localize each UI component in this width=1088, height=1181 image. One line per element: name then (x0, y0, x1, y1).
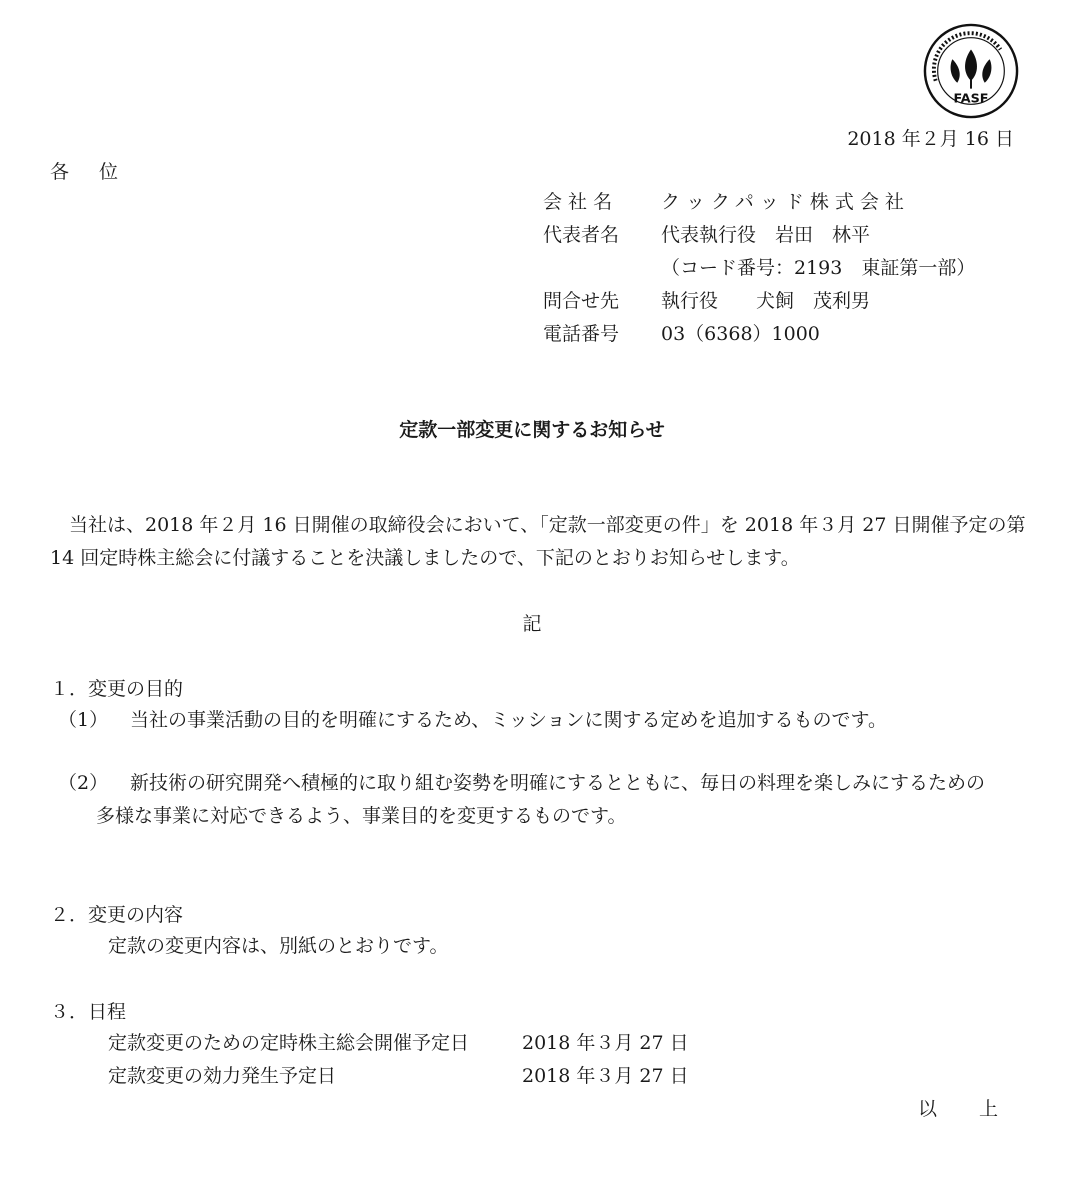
fasf-seal-logo (922, 22, 1020, 120)
document-title: 定款一部変更に関するお知らせ (399, 419, 665, 441)
representative-name: 代表執行役 岩田 林平 (661, 224, 871, 246)
item-number: （2） (58, 772, 109, 794)
company-name-label: 会 社 名 (543, 191, 613, 213)
section-2-body: 定款の変更内容は、別紙のとおりです。 (108, 935, 449, 957)
item-text-continuation: 多様な事業に対応できるよう、事業目的を変更するものです。 (96, 805, 627, 827)
intro-paragraph (50, 509, 1030, 575)
svg-text:FASF: FASF (953, 91, 989, 107)
ki-heading: 記 (522, 613, 542, 635)
section-1-item-2 (58, 767, 1028, 833)
intro-line-1: 当社は、2018 年２月 16 日開催の取締役会において、「定款一部変更の件」を 2018 年３月 27 日開催予定の第 (50, 514, 1026, 536)
intro-line-2: 14 回定時株主総会に付議することを決議しましたので、下記のとおりお知らせします。 (50, 547, 800, 569)
schedule-date: 2018 年３月 27 日 (522, 1032, 689, 1054)
section-1-item-1 (58, 704, 1028, 737)
company-name: クックパッド株式会社 (661, 191, 910, 213)
addressee: 各 位 (50, 161, 131, 183)
representative-label: 代表者名 (543, 224, 620, 246)
item-text: 当社の事業活動の目的を明確にするため、ミッションに関する定めを追加するものです。 (130, 709, 887, 731)
contact-person: 執行役 犬飼 茂利男 (661, 290, 871, 312)
schedule-label: 定款変更の効力発生予定日 (108, 1065, 337, 1087)
section-1-heading: １．変更の目的 (50, 678, 184, 700)
phone-label: 電話番号 (543, 323, 620, 345)
company-info-block (543, 186, 975, 351)
document-date: 2018 年２月 16 日 (847, 128, 1014, 150)
section-2-heading: ２．変更の内容 (50, 904, 184, 926)
contact-label: 問合せ先 (543, 290, 620, 312)
schedule-date: 2018 年３月 27 日 (522, 1065, 689, 1087)
closing-mark: 以 上 (917, 1098, 1016, 1120)
item-number: （1） (58, 709, 109, 731)
phone-number: 03（6368）1000 (661, 323, 820, 345)
schedule-label: 定款変更のための定時株主総会開催予定日 (108, 1032, 470, 1054)
item-text: 新技術の研究開発へ積極的に取り組む姿勢を明確にするとともに、毎日の料理を楽しみにするための (130, 772, 986, 794)
stock-code: （コード番号：2193 東証第一部） (661, 257, 976, 279)
section-3-heading: ３．日程 (50, 1001, 127, 1023)
